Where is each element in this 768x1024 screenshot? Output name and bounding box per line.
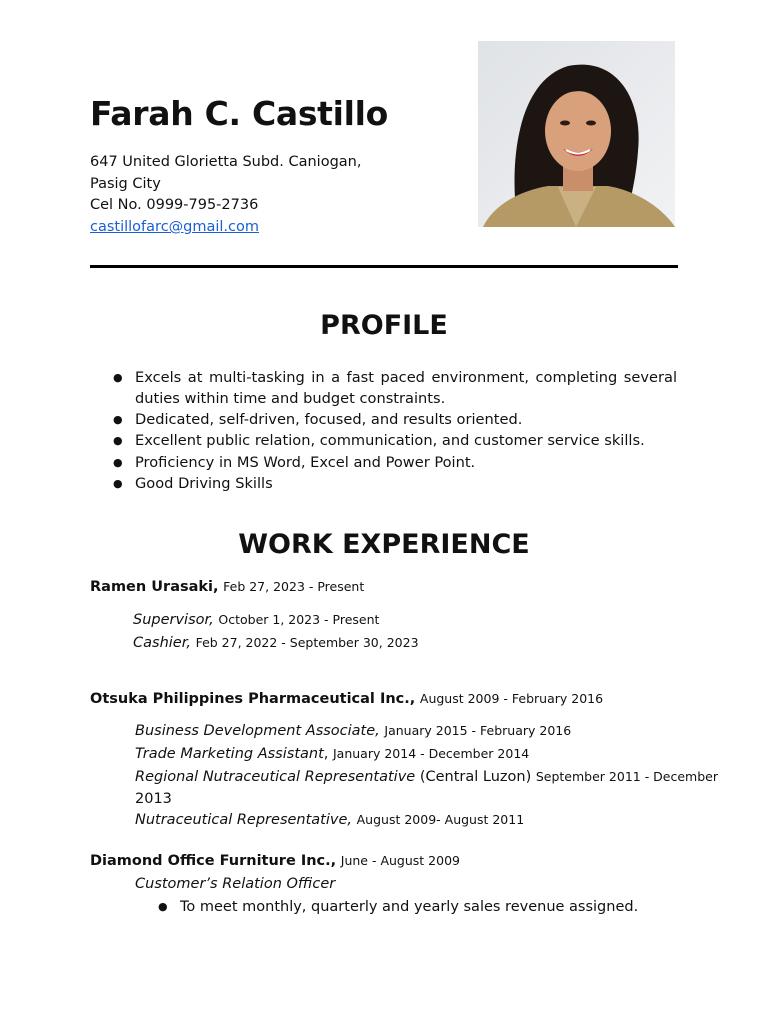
role-line [135,723,571,739]
role-title: Supervisor, [133,612,214,628]
role-line [133,635,419,651]
work-experience-heading: WORK EXPERIENCE [238,529,530,560]
company-name: Otsuka Philippines Pharmaceutical Inc., [90,691,416,707]
profile-photo [478,41,675,227]
profile-item [113,367,677,409]
bullet-icon: ● [113,477,123,490]
profile-item-text: Proficiency in MS Word, Excel and Power Point. [135,454,476,471]
company-line [90,579,364,595]
address-line-1: 647 United Glorietta Subd. Caniogan, [90,154,362,170]
applicant-name: Farah C. Castillo [90,94,389,133]
role-line [135,876,335,892]
company-dates: June - August 2009 [340,853,460,868]
company-dates: August 2009 - February 2016 [419,691,604,706]
duty-text: To meet monthly, quarterly and yearly sales revenue assigned. [180,899,639,915]
bullet-icon: ● [113,371,123,384]
profile-item-text: Dedicated, self-driven, focused, and results oriented. [135,411,523,428]
profile-item-text: Good Driving Skills [135,475,273,492]
role-line [133,612,379,628]
role-title: Customer’s Relation Officer [135,876,336,892]
role-dates: January 2014 - December 2014 [332,746,530,761]
bullet-icon: ● [113,456,123,469]
email-link[interactable]: castillofarc@gmail.com [90,219,260,235]
profile-item-text: Excels at multi-tasking in a fast paced environment, completing several duties within time and budget constraints. [135,369,677,407]
role-region: (Central Luzon) [419,769,532,785]
role-title: Cashier, [133,635,191,651]
role-dates: January 2015 - February 2016 [384,723,572,738]
profile-heading: PROFILE [320,310,448,341]
company-line [90,691,603,707]
bullet-icon: ● [113,434,123,447]
role-dates: August 2009- August 2011 [356,812,525,827]
role-title: Trade Marketing Assistant [135,746,324,762]
role-title: Business Development Associate, [135,723,380,739]
bullet-icon: ● [158,900,168,913]
profile-item-text: Excellent public relation, communication, and customer service skills. [135,432,645,449]
role-dates-continued: 2013 [135,791,172,807]
role-title: Regional Nutraceutical Representative [135,769,416,785]
company-line [90,853,460,869]
company-dates: Feb 27, 2023 - Present [223,579,365,594]
header-divider [90,265,678,268]
role-suffix: , [323,746,329,762]
role-dates: October 1, 2023 - Present [218,612,380,627]
role-dates: September 2011 - December [535,769,718,784]
bullet-icon: ● [113,413,123,426]
address-line-2: Pasig City [90,176,161,192]
role-line [135,812,524,828]
role-dates: Feb 27, 2022 - September 30, 2023 [195,635,419,650]
phone-number: Cel No. 0999-795-2736 [90,197,259,213]
role-line [135,769,718,785]
company-name: Diamond Office Furniture Inc., [90,853,337,869]
role-line [135,746,529,762]
role-title: Nutraceutical Representative, [135,812,353,828]
company-name: Ramen Urasaki, [90,579,219,595]
